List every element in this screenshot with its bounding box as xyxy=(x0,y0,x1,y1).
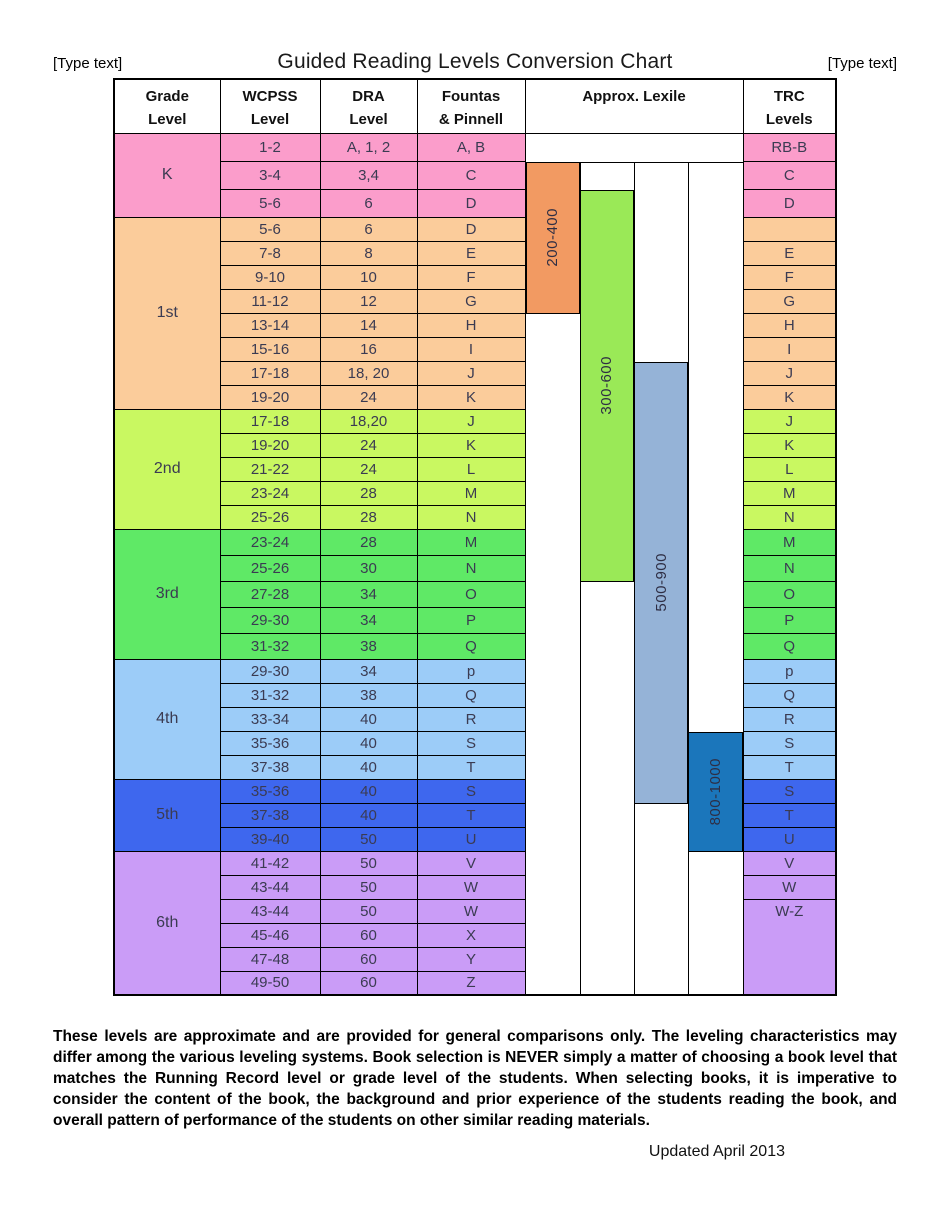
trc-cell: M xyxy=(743,481,836,505)
fp-cell: Q xyxy=(417,633,525,659)
trc-cell: I xyxy=(743,337,836,361)
trc-cell: Q xyxy=(743,683,836,707)
fp-cell: N xyxy=(417,555,525,581)
lexile-bar-label: 200-400 xyxy=(544,208,562,267)
wcpss-cell: 47-48 xyxy=(220,947,320,971)
fp-cell: P xyxy=(417,607,525,633)
fp-cell: O xyxy=(417,581,525,607)
fp-cell: S xyxy=(417,779,525,803)
lexile-cell xyxy=(525,133,743,995)
lexile-bar-200-400 xyxy=(526,162,580,314)
dra-cell: 60 xyxy=(320,923,417,947)
dra-cell: 38 xyxy=(320,633,417,659)
wcpss-cell: 29-30 xyxy=(220,607,320,633)
wcpss-cell: 23-24 xyxy=(220,529,320,555)
dra-cell: 24 xyxy=(320,457,417,481)
trc-cell: D xyxy=(743,189,836,217)
dra-cell: 34 xyxy=(320,659,417,683)
grade-cell-6th: 6th xyxy=(114,851,220,995)
fp-cell: W xyxy=(417,899,525,923)
dra-cell: 40 xyxy=(320,803,417,827)
fp-cell: U xyxy=(417,827,525,851)
trc-cell: N xyxy=(743,555,836,581)
trc-cell: W-Z xyxy=(743,899,836,995)
wcpss-cell: 27-28 xyxy=(220,581,320,607)
fp-cell: A, B xyxy=(417,133,525,161)
fp-cell: K xyxy=(417,433,525,457)
dra-cell: 50 xyxy=(320,875,417,899)
fp-cell: X xyxy=(417,923,525,947)
wcpss-cell: 41-42 xyxy=(220,851,320,875)
wcpss-cell: 25-26 xyxy=(220,505,320,529)
table-body xyxy=(114,133,836,995)
wcpss-cell: 5-6 xyxy=(220,217,320,241)
lexile-bar-500-900 xyxy=(634,362,688,804)
lexile-bar-800-1000 xyxy=(688,732,742,852)
fp-cell: C xyxy=(417,161,525,189)
trc-cell: R xyxy=(743,707,836,731)
dra-cell: 40 xyxy=(320,731,417,755)
dra-cell: 60 xyxy=(320,971,417,995)
trc-cell: L xyxy=(743,457,836,481)
wcpss-cell: 33-34 xyxy=(220,707,320,731)
wcpss-cell: 13-14 xyxy=(220,313,320,337)
trc-cell: N xyxy=(743,505,836,529)
lexile-bar-300-600 xyxy=(580,190,634,582)
dra-cell: 50 xyxy=(320,851,417,875)
fp-cell: p xyxy=(417,659,525,683)
trc-cell: S xyxy=(743,779,836,803)
lexile-bar-label: 800-1000 xyxy=(706,757,724,826)
fp-cell: H xyxy=(417,313,525,337)
trc-cell: T xyxy=(743,803,836,827)
trc-cell: O xyxy=(743,581,836,607)
trc-cell: F xyxy=(743,265,836,289)
trc-cell: RB-B xyxy=(743,133,836,161)
fp-cell: E xyxy=(417,241,525,265)
placeholder-left: [Type text] xyxy=(53,55,123,72)
dra-cell: 6 xyxy=(320,189,417,217)
fp-cell: T xyxy=(417,803,525,827)
fp-cell: M xyxy=(417,481,525,505)
trc-cell: p xyxy=(743,659,836,683)
lexile-bar-label: 300-600 xyxy=(598,356,616,415)
trc-cell: C xyxy=(743,161,836,189)
dra-cell: 28 xyxy=(320,529,417,555)
fp-cell: Y xyxy=(417,947,525,971)
trc-cell: E xyxy=(743,241,836,265)
wcpss-cell: 43-44 xyxy=(220,899,320,923)
trc-cell: H xyxy=(743,313,836,337)
trc-cell: P xyxy=(743,607,836,633)
trc-cell: J xyxy=(743,361,836,385)
page-title: Guided Reading Levels Conversion Chart xyxy=(277,50,673,73)
dra-cell: 24 xyxy=(320,433,417,457)
dra-cell: 34 xyxy=(320,581,417,607)
trc-cell: K xyxy=(743,385,836,409)
trc-cell xyxy=(743,217,836,241)
dra-cell: 40 xyxy=(320,755,417,779)
lexile-bar-label: 500-900 xyxy=(652,553,670,612)
dra-cell: 50 xyxy=(320,899,417,923)
wcpss-cell: 21-22 xyxy=(220,457,320,481)
fp-cell: D xyxy=(417,217,525,241)
fp-cell: L xyxy=(417,457,525,481)
lexile-column-divider xyxy=(688,162,689,995)
wcpss-cell: 35-36 xyxy=(220,779,320,803)
wcpss-cell: 35-36 xyxy=(220,731,320,755)
grade-cell-1st: 1st xyxy=(114,217,220,409)
wcpss-cell: 17-18 xyxy=(220,361,320,385)
dra-cell: A, 1, 2 xyxy=(320,133,417,161)
wcpss-cell: 11-12 xyxy=(220,289,320,313)
wcpss-cell: 39-40 xyxy=(220,827,320,851)
wcpss-cell: 5-6 xyxy=(220,189,320,217)
wcpss-cell: 37-38 xyxy=(220,755,320,779)
trc-cell: V xyxy=(743,851,836,875)
fp-cell: Z xyxy=(417,971,525,995)
fp-cell: W xyxy=(417,875,525,899)
conversion-table xyxy=(113,78,837,996)
dra-cell: 8 xyxy=(320,241,417,265)
dra-cell: 28 xyxy=(320,505,417,529)
dra-cell: 3,4 xyxy=(320,161,417,189)
fp-cell: K xyxy=(417,385,525,409)
fp-cell: J xyxy=(417,409,525,433)
grade-cell-4th: 4th xyxy=(114,659,220,779)
dra-cell: 50 xyxy=(320,827,417,851)
wcpss-cell: 1-2 xyxy=(220,133,320,161)
dra-cell: 10 xyxy=(320,265,417,289)
wcpss-cell: 23-24 xyxy=(220,481,320,505)
trc-cell: U xyxy=(743,827,836,851)
wcpss-cell: 43-44 xyxy=(220,875,320,899)
wcpss-cell: 9-10 xyxy=(220,265,320,289)
grade-cell-5th: 5th xyxy=(114,779,220,851)
fp-cell: G xyxy=(417,289,525,313)
grade-cell-2nd: 2nd xyxy=(114,409,220,529)
wcpss-cell: 7-8 xyxy=(220,241,320,265)
table-row xyxy=(114,133,836,161)
wcpss-cell: 37-38 xyxy=(220,803,320,827)
wcpss-cell: 45-46 xyxy=(220,923,320,947)
fp-cell: F xyxy=(417,265,525,289)
dra-cell: 6 xyxy=(320,217,417,241)
trc-cell: G xyxy=(743,289,836,313)
fp-cell: N xyxy=(417,505,525,529)
note-paragraph: These levels are approximate and are provided for general comparisons only. The leveling characteristics may differ among the various leveling systems. Book selection is NEVER simply a matter of choosing a book level that matches the Running Record level or grade level of the students. When selecting books, it is imperative to consider the content of the book, the background and prior experience of the students reading the book, and overall pattern of performance of the students on other similar reading materials. xyxy=(53,1028,897,1130)
wcpss-cell: 17-18 xyxy=(220,409,320,433)
dra-cell: 14 xyxy=(320,313,417,337)
lexile-overlay xyxy=(526,134,743,995)
grade-cell-3rd: 3rd xyxy=(114,529,220,659)
fp-cell: M xyxy=(417,529,525,555)
wcpss-cell: 49-50 xyxy=(220,971,320,995)
dra-cell: 16 xyxy=(320,337,417,361)
column-header: Fountas & Pinnell xyxy=(417,79,525,133)
dra-cell: 40 xyxy=(320,707,417,731)
dra-cell: 60 xyxy=(320,947,417,971)
column-header: DRA Level xyxy=(320,79,417,133)
grade-cell-K: K xyxy=(114,133,220,217)
fp-cell: V xyxy=(417,851,525,875)
dra-cell: 18,20 xyxy=(320,409,417,433)
trc-cell: T xyxy=(743,755,836,779)
trc-cell: Q xyxy=(743,633,836,659)
column-header: Grade Level xyxy=(114,79,220,133)
column-header: TRC Levels xyxy=(743,79,836,133)
updated-date: Updated April 2013 xyxy=(648,1143,785,1161)
wcpss-cell: 25-26 xyxy=(220,555,320,581)
wcpss-cell: 31-32 xyxy=(220,633,320,659)
fp-cell: D xyxy=(417,189,525,217)
dra-cell: 28 xyxy=(320,481,417,505)
placeholder-right: [Type text] xyxy=(827,55,897,72)
fp-cell: J xyxy=(417,361,525,385)
fp-cell: Q xyxy=(417,683,525,707)
trc-cell: J xyxy=(743,409,836,433)
dra-cell: 30 xyxy=(320,555,417,581)
trc-cell: M xyxy=(743,529,836,555)
dra-cell: 38 xyxy=(320,683,417,707)
dra-cell: 40 xyxy=(320,779,417,803)
trc-cell: K xyxy=(743,433,836,457)
trc-cell: S xyxy=(743,731,836,755)
column-header: WCPSS Level xyxy=(220,79,320,133)
column-header: Approx. Lexile xyxy=(525,79,743,133)
dra-cell: 34 xyxy=(320,607,417,633)
wcpss-cell: 19-20 xyxy=(220,385,320,409)
fp-cell: T xyxy=(417,755,525,779)
page-header xyxy=(53,50,897,74)
wcpss-cell: 31-32 xyxy=(220,683,320,707)
fp-cell: S xyxy=(417,731,525,755)
wcpss-cell: 19-20 xyxy=(220,433,320,457)
dra-cell: 18, 20 xyxy=(320,361,417,385)
fp-cell: I xyxy=(417,337,525,361)
trc-cell: W xyxy=(743,875,836,899)
wcpss-cell: 29-30 xyxy=(220,659,320,683)
dra-cell: 12 xyxy=(320,289,417,313)
fp-cell: R xyxy=(417,707,525,731)
wcpss-cell: 3-4 xyxy=(220,161,320,189)
wcpss-cell: 15-16 xyxy=(220,337,320,361)
dra-cell: 24 xyxy=(320,385,417,409)
table-header-row xyxy=(114,79,836,133)
